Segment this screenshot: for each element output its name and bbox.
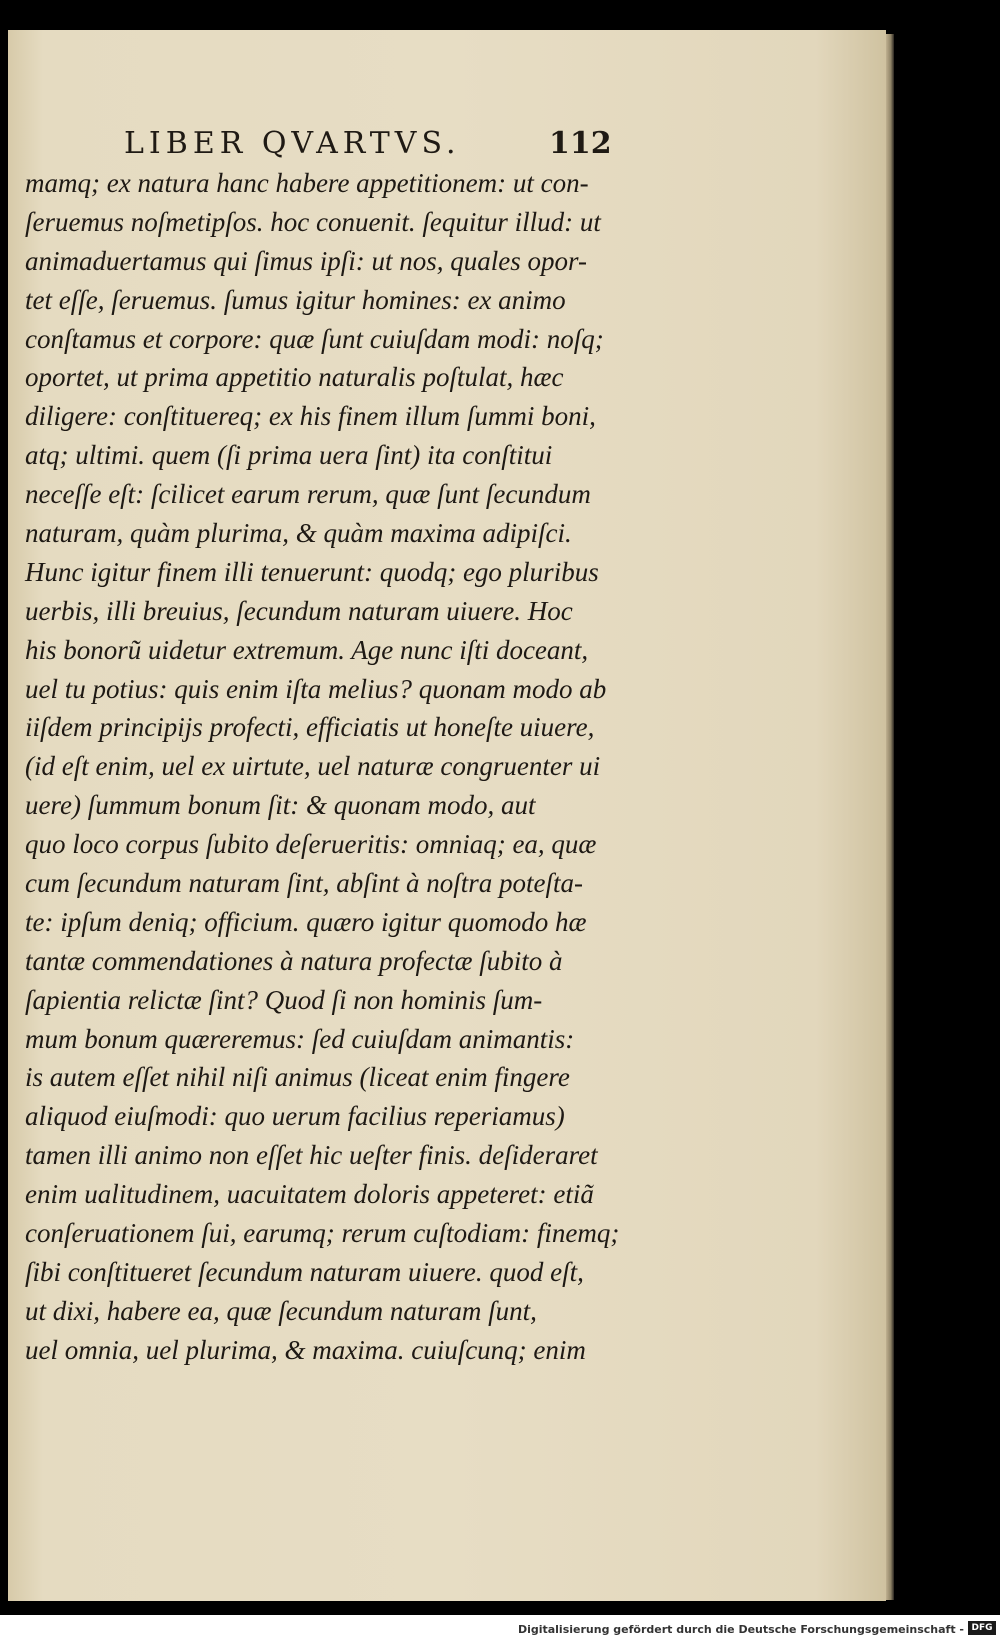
body-text — [25, 164, 665, 1370]
text-line: naturam, quàm plurima, & quàm maxima adipiſci. — [25, 518, 572, 549]
text-line: ſapientia relictæ ſint? Quod ſi non hominis ſum- — [25, 984, 543, 1015]
text-line: tantæ commendationes à natura profectæ ſubito à — [25, 945, 563, 976]
funding-credit: Digitalisierung gefördert durch die Deutsche Forschungsgemeinschaft - — [517, 1623, 964, 1636]
text-line: ut dixi, habere ea, quæ ſecundum naturam ſunt, — [25, 1295, 537, 1326]
text-line: aliquod eiuſmodi: quo uerum facilius reperiamus) — [25, 1101, 565, 1132]
text-line: uel omnia, uel plurima, & maxima. cuiuſcunq; enim — [25, 1334, 586, 1365]
text-line: iiſdem principijs profecti, efficiatis ut honeſte uiuere, — [25, 712, 595, 743]
running-head — [8, 94, 886, 161]
page-edge — [886, 34, 894, 1600]
footer-bar — [0, 1615, 1000, 1646]
text-line: conſeruationem ſui, earumq; rerum cuſtodiam: finemq; — [25, 1218, 620, 1249]
text-line: oportet, ut prima appetitio naturalis poſtulat, hæc — [25, 362, 564, 393]
text-line: animaduertamus qui ſimus ipſi: ut nos, quales opor- — [25, 245, 587, 276]
text-line: tamen illi animo non eſſet hic ueſter finis. deſideraret — [25, 1140, 598, 1171]
text-line: (id eſt enim, uel ex uirtute, uel naturæ congruenter ui — [25, 751, 601, 782]
text-line: cum ſecundum naturam ſint, abſint à noſtra poteſta- — [25, 868, 583, 899]
text-line: is autem eſſet nihil niſi animus (liceat enim fingere — [25, 1062, 570, 1093]
running-title: LIBER QVARTVS. — [124, 126, 461, 161]
text-line: atq; ultimi. quem (ſi prima uera ſint) ita conſtitui — [25, 440, 553, 471]
text-line: uel tu potius: quis enim iſta melius? quonam modo ab — [25, 673, 607, 704]
text-line: mum bonum quæreremus: ſed cuiuſdam animantis: — [25, 1023, 575, 1054]
page-number: 112 — [549, 126, 612, 161]
text-line: his bonorũ uidetur extremum. Age nunc iſti doceant, — [25, 634, 589, 665]
text-line: tet eſſe, ſeruemus. ſumus igitur homines: ex animo — [25, 284, 566, 315]
text-line: mamq; ex natura hanc habere appetitionem: ut con- — [25, 168, 589, 198]
text-line: diligere: conſtituereq; ex his finem illum ſummi boni, — [25, 401, 596, 432]
text-line: te: ipſum deniq; officium. quæro igitur quomodo hæ — [25, 906, 587, 937]
text-line: ſeruemus noſmetipſos. hoc conuenit. ſequitur illud: ut — [25, 206, 601, 237]
text-line: Hunc igitur finem illi tenuerunt: quodq; ego pluribus — [25, 556, 599, 587]
text-line: uere) ſummum bonum ſit: & quonam modo, aut — [25, 790, 536, 821]
text-line: ſibi conſtitueret ſecundum naturam uiuere. quod eſt, — [25, 1256, 584, 1287]
book-page — [8, 30, 886, 1601]
text-line: conſtamus et corpore: quæ ſunt cuiuſdam modi: noſq; — [25, 323, 604, 354]
text-line: enim ualitudinem, uacuitatem doloris appeteret: etiã — [25, 1179, 594, 1210]
text-line: uerbis, illi breuius, ſecundum naturam uiuere. Hoc — [25, 595, 573, 626]
dfg-logo: DFG — [968, 1621, 996, 1635]
text-line: quo loco corpus ſubito deſerueritis: omniaq; ea, quæ — [25, 829, 597, 860]
text-line: neceſſe eſt: ſcilicet earum rerum, quæ ſunt ſecundum — [25, 479, 591, 510]
